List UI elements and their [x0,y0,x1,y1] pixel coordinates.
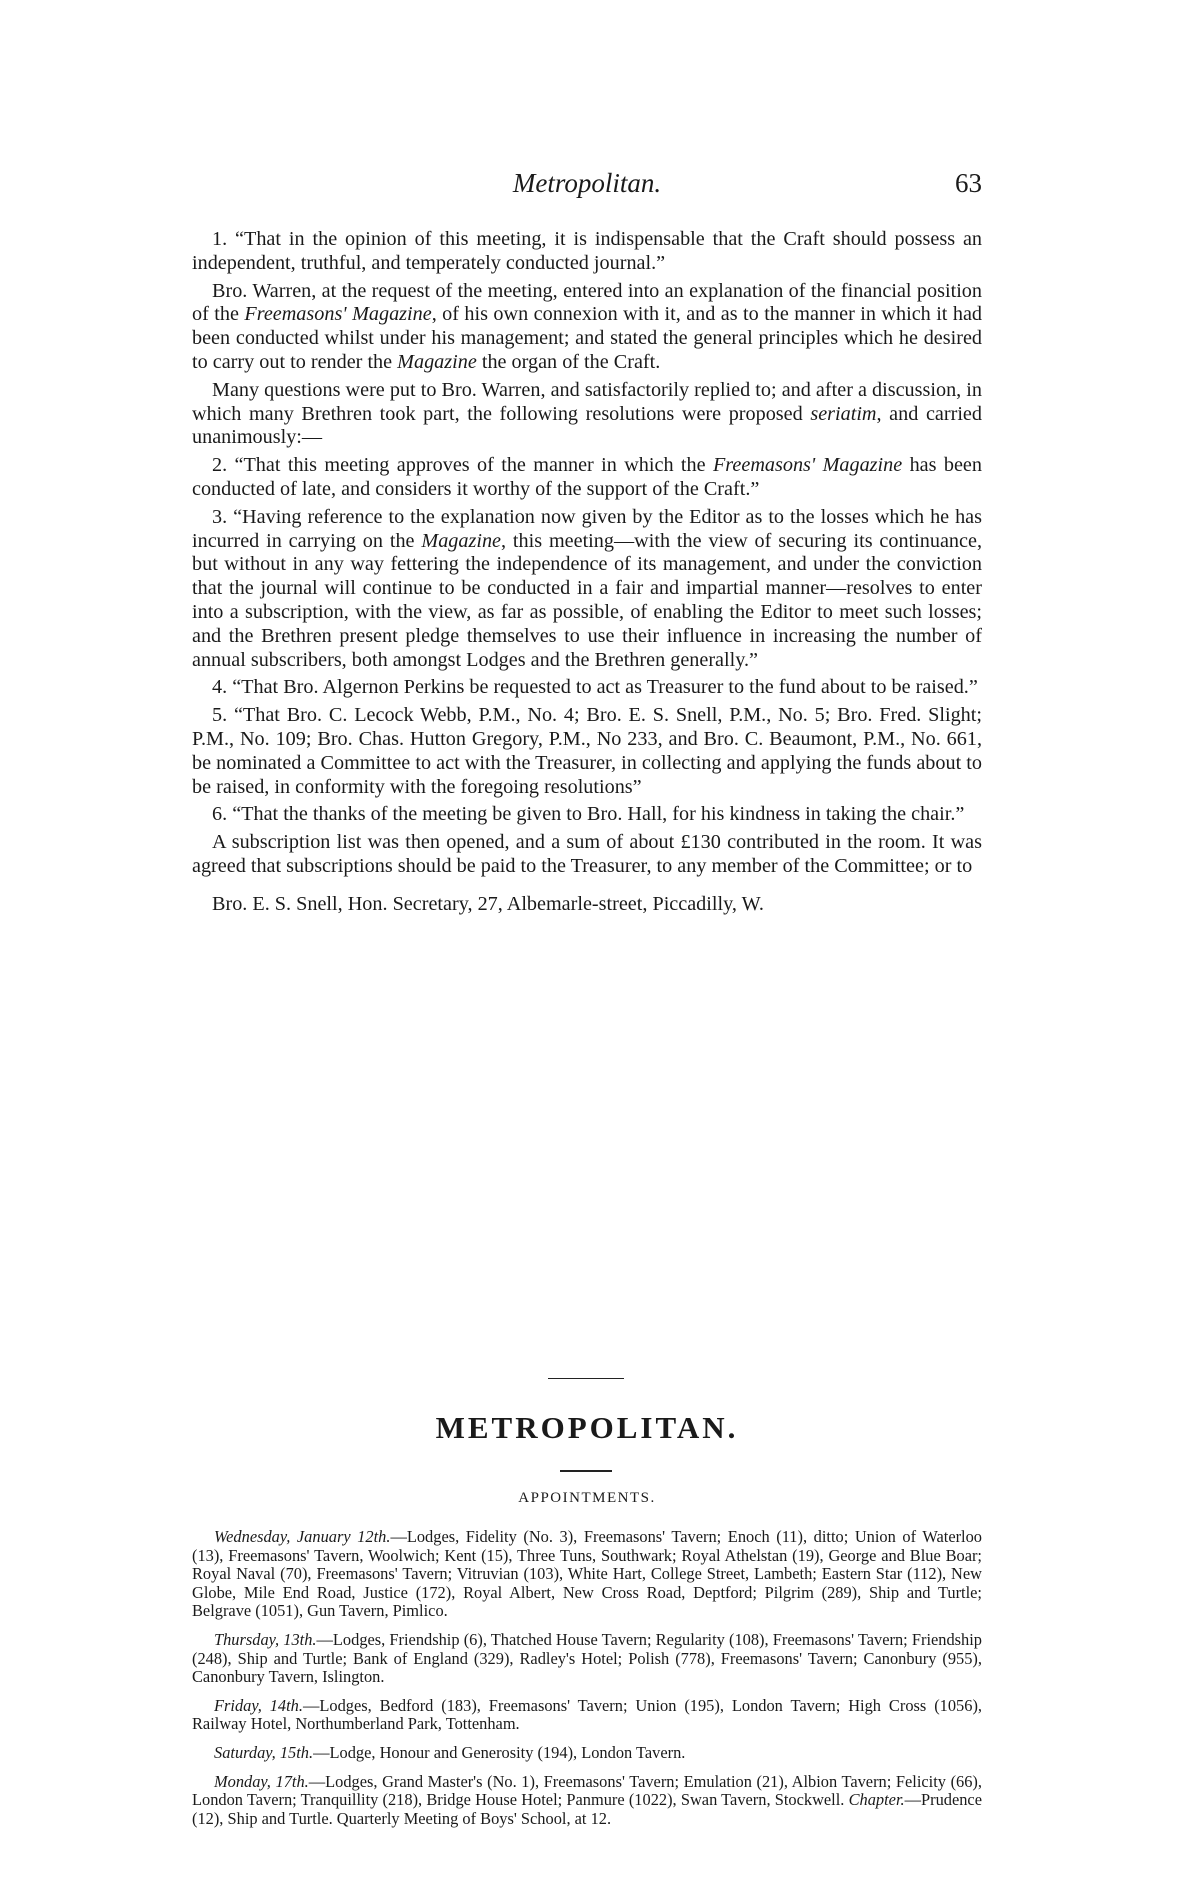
appointment-entry [192,1773,982,1829]
appointment-text: —Lodge, Honour and Generosity (194), London Tavern. [313,1742,686,1762]
warren-text-a: Bro. Warren, at the request of the meeting, entered into an explanation of the financial position of the [192,279,982,326]
subscription-paragraph: A subscription list was then opened, and a sum of about £130 contributed in the room. It was agreed that subscriptions should be paid to the Treasurer, to any member of the Committee; or to [192,831,982,877]
appointment-day: Thursday, 13th. [214,1629,317,1649]
secretary-address: Bro. E. S. Snell, Hon. Secretary, 27, Albemarle-street, Piccadilly, W. [212,892,764,915]
appointment-text: —Prudence (12), Ship and Turtle. Quarterly Meeting of Boys' School, at 12. [192,1790,982,1828]
resolution-2-text-b: has been conducted of late, and considers it worthy of the support of the Craft.” [192,454,982,500]
resolution-2-text-a: 2. “That this meeting approves of the manner in which the [212,454,713,477]
appointment-day: Wednesday, January 12th. [214,1527,391,1546]
appointment-day: Saturday, 15th. [214,1742,314,1762]
warren-text-b: , of his own connexion with it, and as to the manner in which it had been conducted whilst under his management; and stated the general principles which he desired to carry out to render the [192,303,983,373]
page-header [192,168,982,208]
resolution-5: 5. “That Bro. C. Lecock Webb, P.M., No. 4; Bro. E. S. Snell, P.M., No. 5; Bro. Fred. Slight; P.M., No. 109; Bro. Chas. Hutton Gregory, P.M., No 233, and Bro. C. Beaumont, P.M., No. 661, be nominated a Committee to act with the Treasurer, in collecting and applying the funds about to be raised, in conformity with the foregoing resolutions” [192,704,982,798]
magazine-title: Magazine [421,529,502,552]
chapter-label: Chapter. [848,1790,905,1810]
appointment-day: Friday, 14th. [214,1695,303,1715]
section-divider [548,1378,624,1379]
resolutions-body [192,228,982,917]
appointment-text: —Lodges, Fidelity (No. 3), Freemasons' Tavern; Enoch (11), ditto; Union of Waterloo (13), Freemasons' Tavern, Woolwich; Kent (15), Three Tuns, Southwark; Royal Athelstan (19), George and Blue Boar; Royal Naval (70), Freemasons' Tavern; Vitruvian (103), White Hart, College Street, Lambeth; Eastern Star (112), New Globe, Mile End Road, Justice (172), Royal Albert, New Cross Road, Deptford; Pilgrim (289), Ship and Turtle; Belgrave (1051), Gun Tavern, Pimlico. [192,1527,983,1621]
appointment-text: —Lodges, Bedford (183), Freemasons' Tavern; Union (195), London Tavern; High Cross (1056), Railway Hotel, Northumberland Park, Tottenham. [192,1695,982,1734]
resolution-3-text-b: , this meeting—with the view of securing its continuance, but without in any way fettering the independence of its management, and under the conviction that the journal will continue to be conducted in a fair and impartial manner—resolves to enter into a subscription, with the view, as far as possible, of enabling the Editor to meet such losses; and the Brethren present pledge themselves to use their influence in increasing the number of annual subscribers, both amongst Lodges and the Brethren generally.” [192,529,982,671]
appointments-list [192,1528,982,1838]
resolution-3 [192,506,982,673]
questions-text-b: , and carried unanimously:— [192,402,982,449]
resolution-3-text-a: 3. “Having reference to the explanation now given by the Editor as to the losses which he has incurred in carrying on the [192,505,982,552]
warren-text-c: the organ of the Craft. [476,350,661,373]
appointment-entry [192,1697,982,1734]
magazine-title: Magazine [397,350,477,373]
running-title: Metropolitan. [512,168,662,198]
appointment-entry [192,1744,982,1763]
section-subheading: APPOINTMENTS. [518,1490,656,1506]
appointment-text: —Lodges, Friendship (6), Thatched House Tavern; Regularity (108), Freemasons' Tavern; Friendship (248), Ship and Turtle; Bank of England (329), Radley's Hotel; Polish (778), Freemasons' Tavern; Canonbury (955), Canonbury Tavern, Islington. [192,1629,982,1687]
resolution-6: 6. “That the thanks of the meeting be given to Bro. Hall, for his kindness in taking the chair.” [212,803,965,826]
questions-paragraph [192,379,982,450]
magazine-title: Freemasons' Magazine [244,303,432,326]
heading-underline [560,1470,612,1472]
resolution-2 [192,454,982,502]
appointment-entry [192,1631,982,1687]
appointment-day: Monday, 17th. [214,1771,309,1791]
questions-text-a: Many questions were put to Bro. Warren, and satisfactorily replied to; and after a discussion, in which many Brethren took part, the following resolutions were proposed [192,378,982,425]
magazine-title: Freemasons' Magazine [712,454,903,477]
warren-explanation [192,280,982,375]
resolution-1-text: 1. “That in the opinion of this meeting, it is indispensable that the Craft should possess an independent, truthful, and temperately conducted journal.” [192,228,982,274]
page-number: 63 [955,168,982,198]
resolution-4: 4. “That Bro. Algernon Perkins be requested to act as Treasurer to the fund about to be raised.” [212,676,978,699]
seriatim-term: seriatim [810,402,877,425]
resolution-1 [192,228,982,276]
appointment-entry [192,1528,982,1621]
section-heading: METROPOLITAN. [435,1410,739,1445]
appointment-text: —Lodges, Grand Master's (No. 1), Freemasons' Tavern; Emulation (21), Albion Tavern; Felicity (66), London Tavern; Tranquillity (218), Bridge House Hotel; Panmure (1022), Swan Tavern, Stockwell. [192,1771,982,1810]
